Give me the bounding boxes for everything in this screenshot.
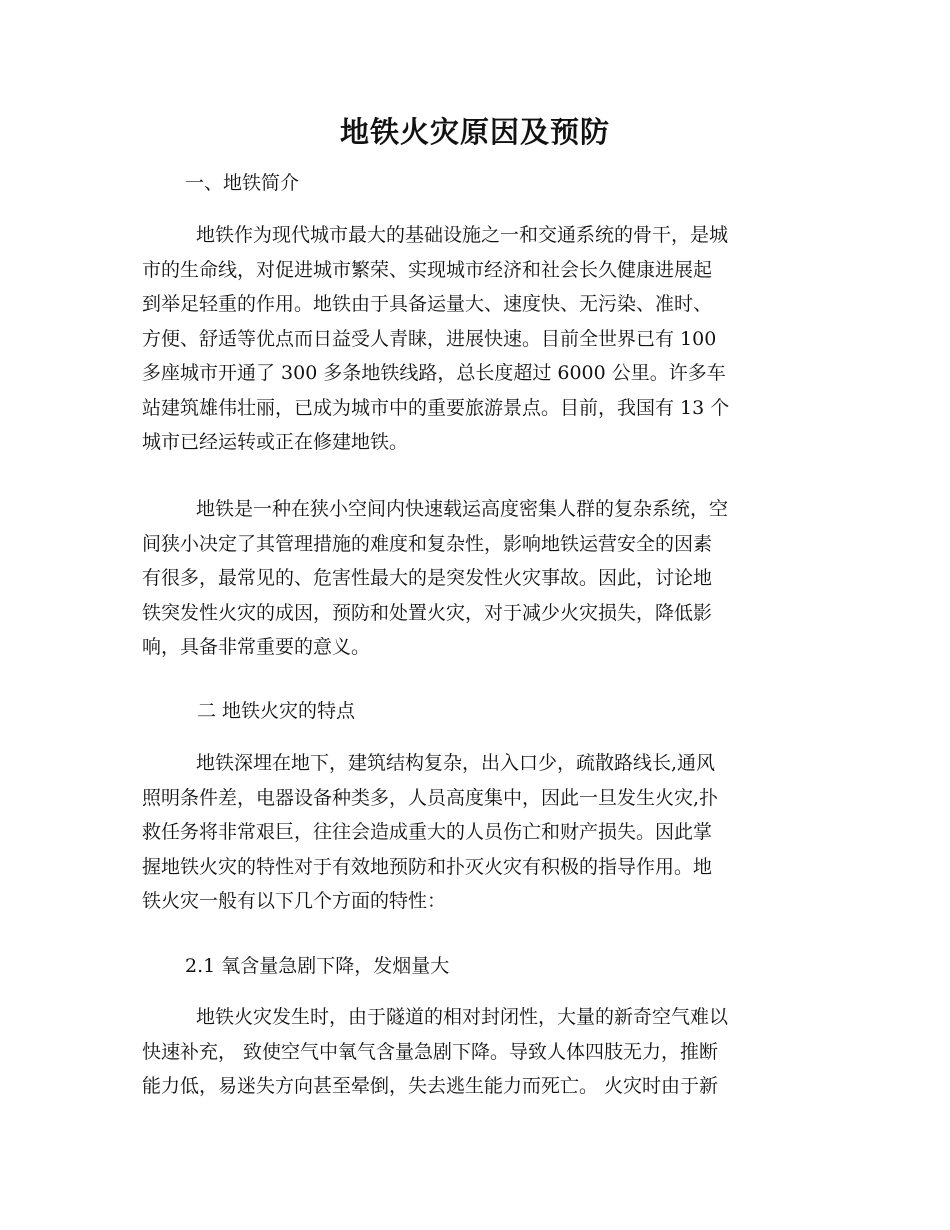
paragraph-line: 站建筑雄伟壮丽，已成为城市中的重要旅游景点。目前，我国有 13 个 xyxy=(142,396,730,419)
paragraph-line: 快速补充， 致使空气中氧气含量急剧下降。导致人体四肢无力，推断 xyxy=(142,1040,719,1063)
paragraph-line: 间狭小决定了其管理措施的难度和复杂性，影响地铁运营安全的因素 xyxy=(142,532,713,555)
paragraph-line: 有很多，最常见的、危害性最大的是突发性火灾事故。因此，讨论地 xyxy=(142,567,713,589)
document-title: 地铁火灾原因及预防 xyxy=(339,115,610,149)
paragraph-line: 响，具备非常重要的意义。 xyxy=(142,636,371,658)
paragraph-line: 救任务将非常艰巨，往往会造成重大的人员伤亡和财产损失。因此掌 xyxy=(142,821,713,843)
paragraph-2 xyxy=(142,492,807,665)
paragraph-line: 地铁深埋在地下，建筑结构复杂，出入口少，疏散路线长,通风 xyxy=(196,752,716,774)
paragraph-line: 地铁火灾发生时，由于隧道的相对封闭性，大量的新奇空气难以 xyxy=(196,1006,729,1028)
paragraph-line: 方便、舒适等优点而日益受人青睐，进展快速。目前全世界已有 100 xyxy=(142,327,717,350)
paragraph-line: 多座城市开通了 300 多条地铁线路，总长度超过 6000 公里。许多车 xyxy=(142,362,726,384)
section-heading-3: 2.1 氧含量急剧下降，发烟量大 xyxy=(185,955,450,977)
paragraph-line: 铁火灾一般有以下几个方面的特性： xyxy=(142,890,447,912)
section-heading-2: 二 地铁火灾的特点 xyxy=(197,700,356,722)
paragraph-line: 城市已经运转或正在修建地铁。 xyxy=(142,431,409,453)
paragraph-4 xyxy=(142,1000,807,1104)
paragraph-line: 能力低，易迷失方向甚至晕倒，失去逃生能力而死亡。 火灾时由于新 xyxy=(142,1075,719,1097)
paragraph-line: 铁突发性火灾的成因，预防和处置火灾，对于减少火灾损失，降低影 xyxy=(142,601,713,624)
paragraph-line: 照明条件差，电器设备种类多，人员高度集中，因此一旦发生火灾,扑 xyxy=(142,786,719,809)
paragraph-line: 握地铁火灾的特性对于有效地预防和扑灭火灾有积极的指导作用。地 xyxy=(142,855,713,878)
paragraph-3 xyxy=(142,746,807,919)
section-heading-1: 一、地铁简介 xyxy=(185,172,300,194)
paragraph-line: 地铁是一种在狭小空间内快速载运高度密集人群的复杂系统，空 xyxy=(196,498,729,520)
paragraph-line: 地铁作为现代城市最大的基础设施之一和交通系统的骨干，是城 xyxy=(196,224,729,246)
paragraph-line: 到举足轻重的作用。地铁由于具备运量大、速度快、无污染、准时、 xyxy=(142,293,713,315)
paragraph-1 xyxy=(142,218,807,460)
paragraph-line: 市的生命线，对促进城市繁荣、实现城市经济和社会长久健康进展起 xyxy=(142,258,713,281)
